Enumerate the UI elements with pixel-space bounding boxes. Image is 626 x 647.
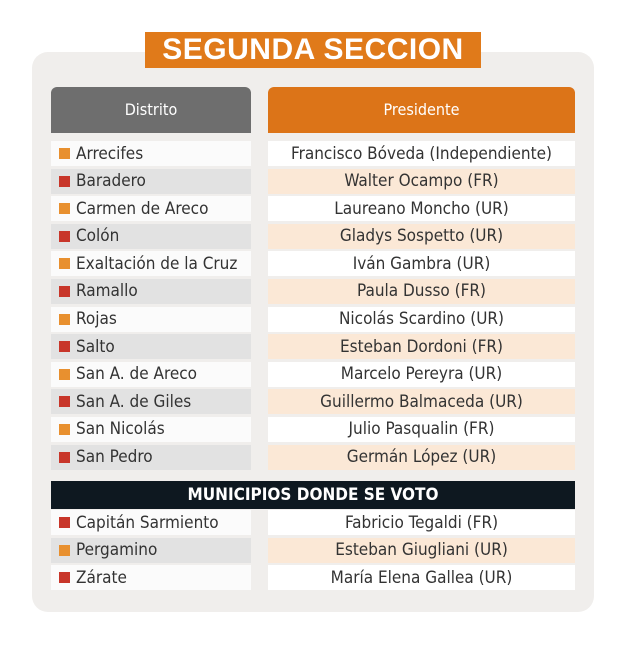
district-name: Capitán Sarmiento bbox=[76, 512, 219, 533]
district-name: Arrecifes bbox=[76, 143, 144, 164]
marker-square-icon bbox=[59, 572, 70, 583]
table-row bbox=[51, 250, 575, 278]
district-name: Baradero bbox=[76, 171, 146, 192]
marker-square-icon bbox=[59, 545, 70, 556]
president-cell: Nicolás Scardino (UR) bbox=[268, 307, 575, 332]
president-cell: Marcelo Pereyra (UR) bbox=[268, 362, 575, 387]
president-cell: Guillermo Balmaceda (UR) bbox=[268, 389, 575, 414]
section-bar: MUNICIPIOS DONDE SE VOTO bbox=[51, 481, 575, 509]
district-cell bbox=[51, 141, 251, 166]
marker-square-icon bbox=[59, 148, 70, 159]
district-name: Rojas bbox=[76, 309, 117, 330]
district-name: San Nicolás bbox=[76, 419, 165, 440]
district-name: Exaltación de la Cruz bbox=[76, 253, 238, 274]
marker-square-icon bbox=[59, 286, 70, 297]
district-name: Carmen de Areco bbox=[76, 198, 209, 219]
president-cell: Iván Gambra (UR) bbox=[268, 251, 575, 276]
district-name: San Pedro bbox=[76, 447, 153, 468]
table-row bbox=[51, 333, 575, 361]
table-row bbox=[51, 140, 575, 168]
district-cell bbox=[51, 417, 251, 442]
header-presidente: Presidente bbox=[268, 87, 575, 133]
district-cell bbox=[51, 389, 251, 414]
table-row bbox=[51, 361, 575, 389]
table-row bbox=[51, 416, 575, 444]
marker-square-icon bbox=[59, 258, 70, 269]
district-name: Salto bbox=[76, 336, 115, 357]
municipio-list bbox=[51, 509, 575, 592]
district-cell bbox=[51, 510, 251, 535]
district-name: Zárate bbox=[76, 567, 127, 588]
district-cell bbox=[51, 279, 251, 304]
district-cell bbox=[51, 362, 251, 387]
marker-square-icon bbox=[59, 341, 70, 352]
president-cell: Gladys Sospetto (UR) bbox=[268, 224, 575, 249]
table-row bbox=[51, 278, 575, 306]
president-cell: Esteban Giugliani (UR) bbox=[268, 538, 575, 563]
district-cell bbox=[51, 334, 251, 359]
district-cell bbox=[51, 169, 251, 194]
president-cell: Fabricio Tegaldi (FR) bbox=[268, 510, 575, 535]
district-name: San A. de Giles bbox=[76, 391, 192, 412]
president-cell: María Elena Gallea (UR) bbox=[268, 565, 575, 590]
marker-square-icon bbox=[59, 231, 70, 242]
page-title: SEGUNDA SECCION bbox=[145, 32, 481, 68]
marker-square-icon bbox=[59, 396, 70, 407]
district-cell bbox=[51, 307, 251, 332]
district-name: Ramallo bbox=[76, 281, 138, 302]
table-row bbox=[51, 564, 575, 592]
president-cell: Julio Pasqualin (FR) bbox=[268, 417, 575, 442]
district-list bbox=[51, 140, 575, 471]
district-cell bbox=[51, 251, 251, 276]
district-cell bbox=[51, 196, 251, 221]
president-cell: Esteban Dordoni (FR) bbox=[268, 334, 575, 359]
table-row bbox=[51, 168, 575, 196]
marker-square-icon bbox=[59, 369, 70, 380]
president-cell: Walter Ocampo (FR) bbox=[268, 169, 575, 194]
district-cell bbox=[51, 224, 251, 249]
district-name: San A. de Areco bbox=[76, 364, 198, 385]
district-name: Pergamino bbox=[76, 540, 158, 561]
marker-square-icon bbox=[59, 517, 70, 528]
marker-square-icon bbox=[59, 203, 70, 214]
table-row bbox=[51, 195, 575, 223]
district-cell bbox=[51, 565, 251, 590]
president-cell: Paula Dusso (FR) bbox=[268, 279, 575, 304]
president-cell: Germán López (UR) bbox=[268, 445, 575, 470]
table-row bbox=[51, 223, 575, 251]
marker-square-icon bbox=[59, 176, 70, 187]
table-row bbox=[51, 444, 575, 472]
table-row bbox=[51, 537, 575, 565]
district-cell bbox=[51, 538, 251, 563]
table-row bbox=[51, 306, 575, 334]
marker-square-icon bbox=[59, 314, 70, 325]
district-name: Colón bbox=[76, 226, 120, 247]
president-cell: Laureano Moncho (UR) bbox=[268, 196, 575, 221]
marker-square-icon bbox=[59, 452, 70, 463]
table-row bbox=[51, 388, 575, 416]
table-row bbox=[51, 509, 575, 537]
district-cell bbox=[51, 445, 251, 470]
president-cell: Francisco Bóveda (Independiente) bbox=[268, 141, 575, 166]
header-distrito: Distrito bbox=[51, 87, 251, 133]
marker-square-icon bbox=[59, 424, 70, 435]
